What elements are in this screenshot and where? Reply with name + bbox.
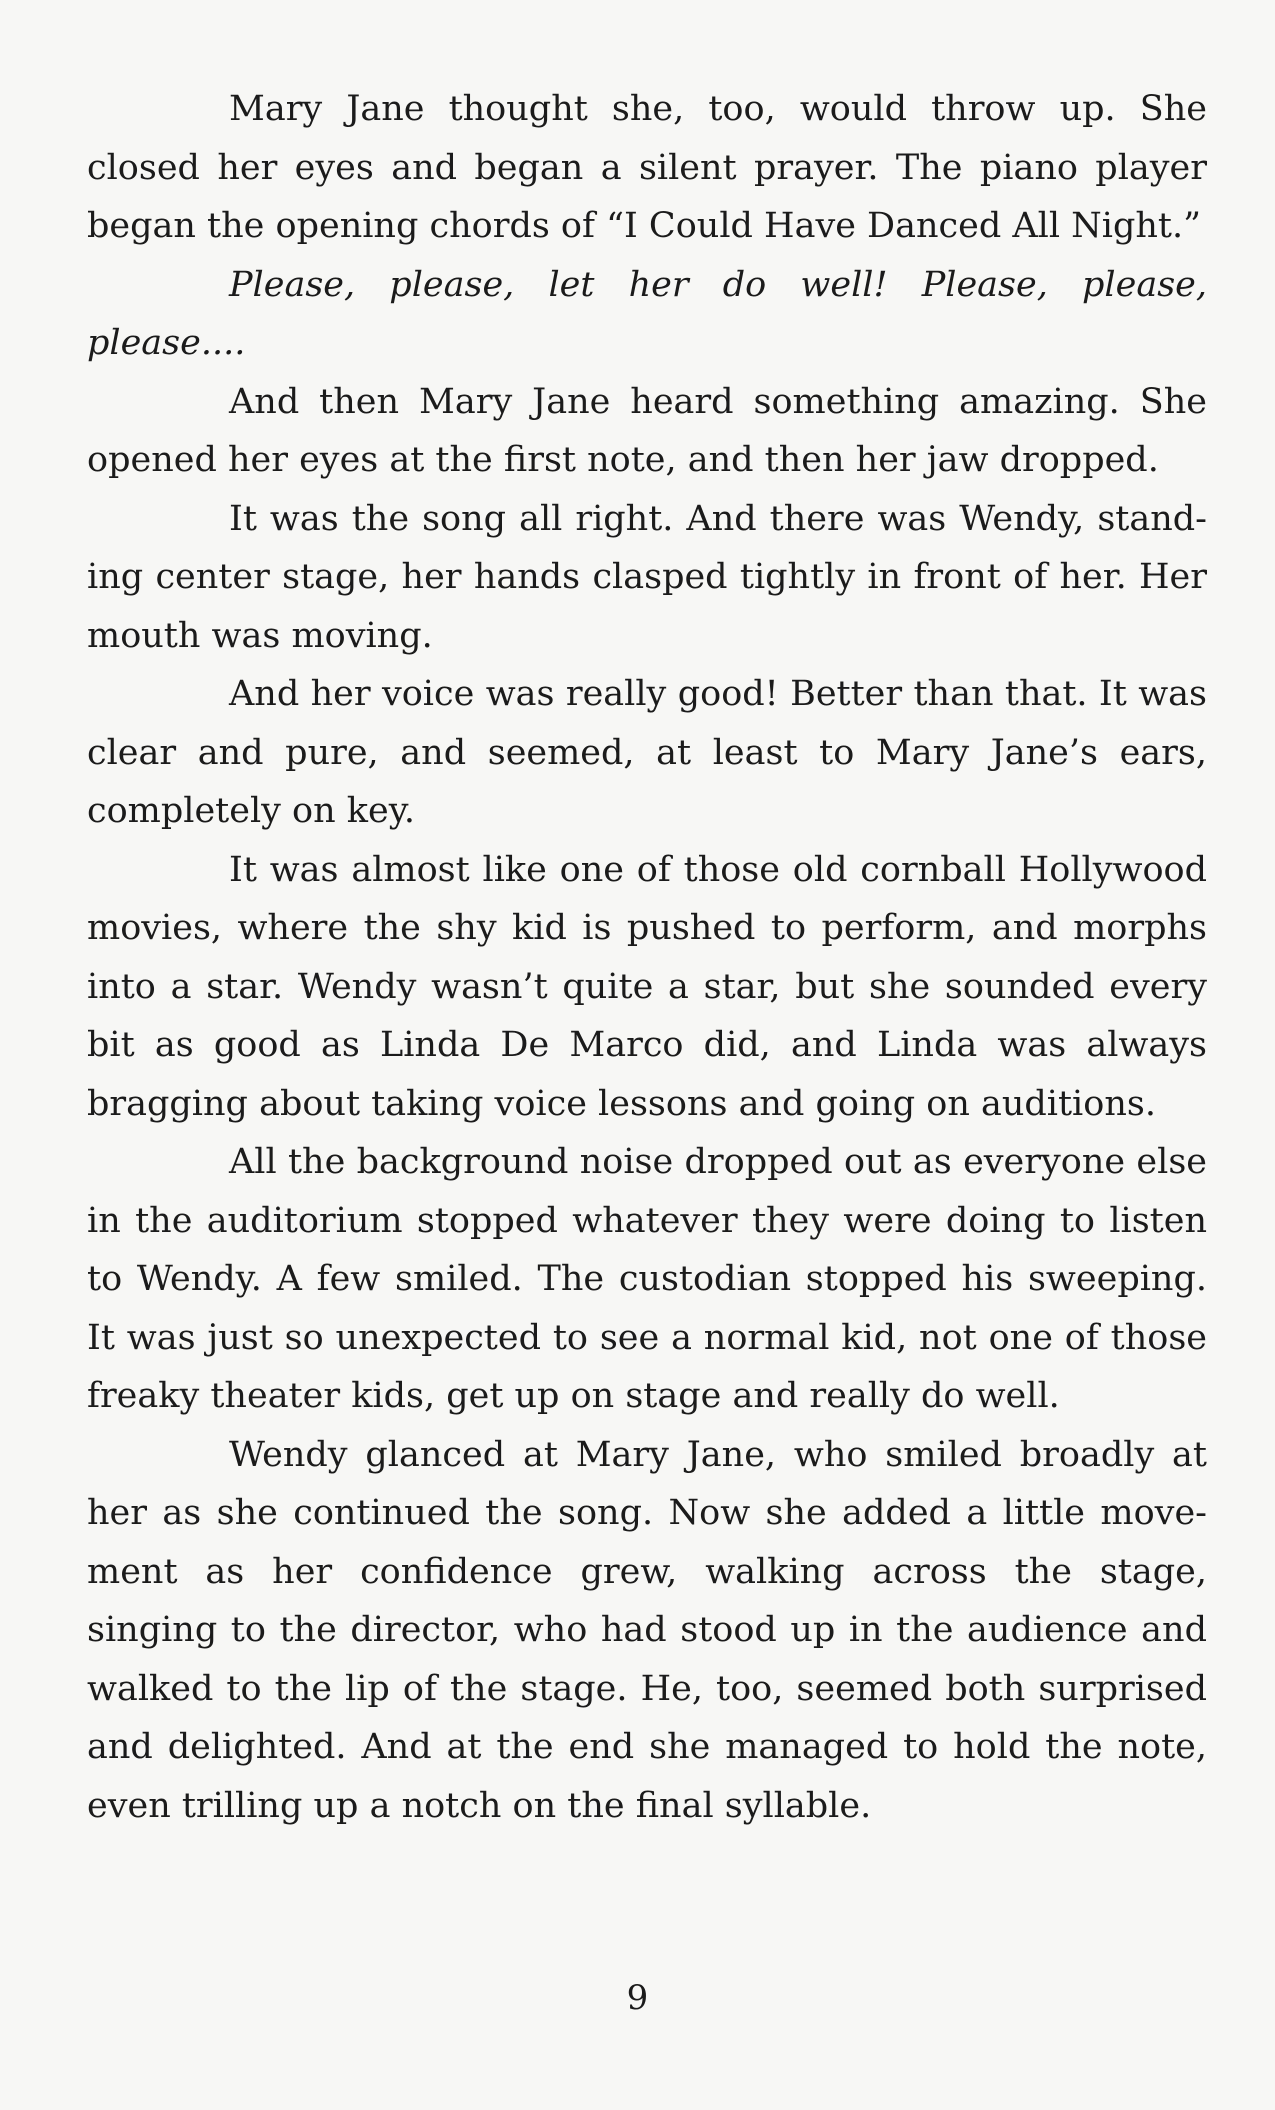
paragraph: It was almost like one of those old cornball Hollywood movies, where the shy kid is pushed to perform, and morphs into a star. Wendy wasn’t quite a star, but she sounded every bit as good as Linda De Marco did, and Linda was always bragging about taking voice lessons and going on auditions. (87, 849, 1207, 1124)
body-text (87, 80, 1207, 1835)
paragraph-italic-prayer: Please, please, let her do well! Please, please, please.... (87, 264, 1207, 363)
paragraph: And then Mary Jane heard something amazing. She opened her eyes at the first note, and then her jaw dropped. (87, 381, 1207, 480)
paragraph: And her voice was really good! Better than that. It was clear and pure, and seemed, at least to Mary Jane’s ears, completely on key. (87, 674, 1207, 831)
page-number: 9 (626, 1978, 649, 2018)
paragraph: Mary Jane thought she, too, would throw up. She closed her eyes and began a silent prayer. The piano player began the opening chords of “I Could Have Danced All Night.” (87, 89, 1207, 246)
paragraph: All the background noise dropped out as everyone else in the auditorium stopped whatever they were doing to listen to Wendy. A few smiled. The custodian stopped his sweeping. It was just so unexpected to see a normal kid, not one of those freaky theater kids, get up on stage and really do well. (87, 1142, 1207, 1416)
paragraph: It was the song all right. And there was Wendy, standing center stage, her hands clasped tightly in front of her. Her mouth was moving. (87, 498, 1207, 656)
paragraph: Wendy glanced at Mary Jane, who smiled broadly at her as she continued the song. Now she added a little movement as her confidence grew, walking across the stage, singing to the director, who had stood up in the audience and walked to the lip of the stage. He, too, seemed both surprised and delighted. And at the end she managed to hold the note, even trilling up a notch on the final syllable. (87, 1434, 1207, 1826)
